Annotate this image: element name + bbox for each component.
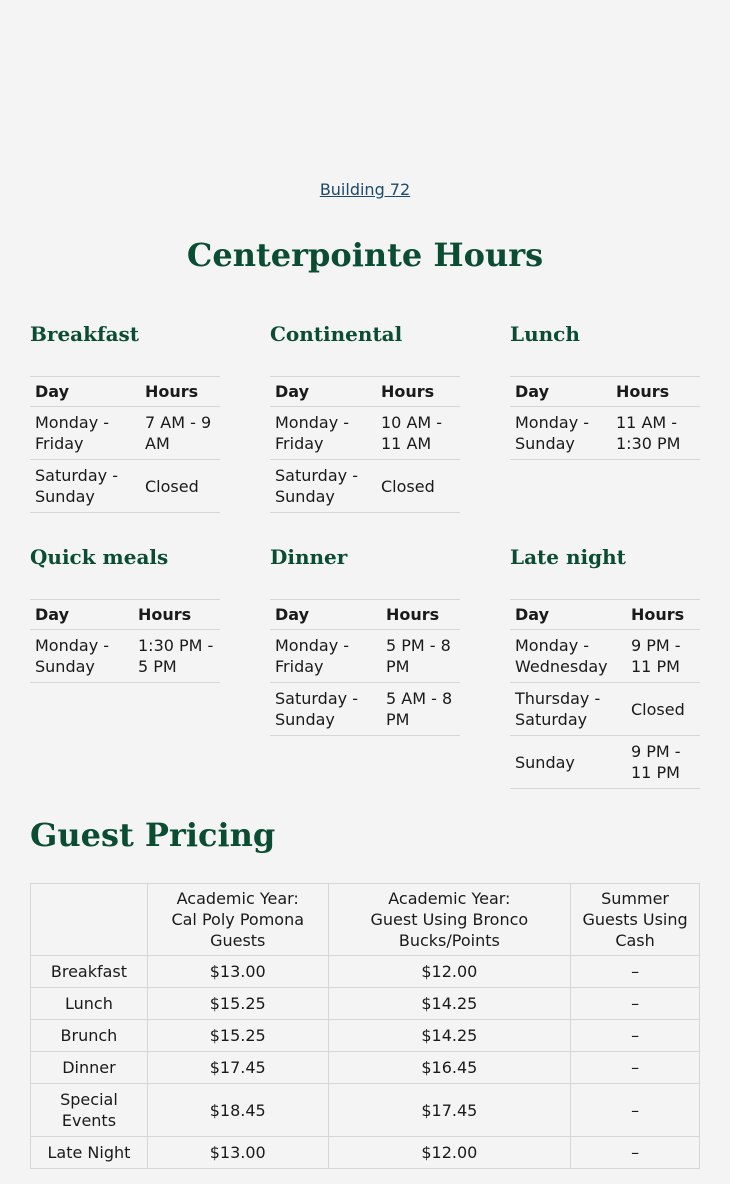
quick-meals-hours bbox=[30, 545, 220, 683]
section-title: Breakfast bbox=[30, 322, 140, 346]
hours-cell: Closed bbox=[140, 460, 220, 513]
section-title: Continental bbox=[270, 322, 403, 346]
table-row bbox=[270, 460, 460, 513]
table-row bbox=[30, 407, 220, 460]
dinner-hours bbox=[270, 545, 460, 736]
hours-cell: 10 AM - 11 AM bbox=[376, 407, 460, 460]
table-row bbox=[270, 630, 460, 683]
col-day: Day bbox=[270, 377, 376, 407]
header-empty bbox=[31, 884, 148, 956]
meal-cell: Lunch bbox=[31, 988, 148, 1020]
col-hours: Hours bbox=[133, 600, 220, 630]
price-cell: $14.25 bbox=[328, 988, 571, 1020]
table-row bbox=[510, 683, 700, 736]
meal-cell: Special Events bbox=[31, 1084, 148, 1137]
table-row bbox=[31, 988, 700, 1020]
building-link[interactable]: Building 72 bbox=[319, 180, 411, 199]
price-cell: $18.45 bbox=[147, 1084, 328, 1137]
hours-cell: 1:30 PM - 5 PM bbox=[133, 630, 220, 683]
hours-cell: 7 AM - 9 AM bbox=[140, 407, 220, 460]
col-hours: Hours bbox=[381, 600, 460, 630]
col-hours: Hours bbox=[140, 377, 220, 407]
hours-cell: Closed bbox=[376, 460, 460, 513]
col-day: Day bbox=[30, 600, 133, 630]
price-cell: – bbox=[571, 1084, 700, 1137]
table-row bbox=[31, 1084, 700, 1137]
col-day: Day bbox=[510, 377, 611, 407]
section-title: Quick meals bbox=[30, 545, 169, 569]
day-cell: Saturday - Sunday bbox=[270, 460, 376, 513]
table-row bbox=[31, 1020, 700, 1052]
day-cell: Saturday - Sunday bbox=[270, 683, 381, 736]
table-row bbox=[510, 630, 700, 683]
hours-cell: 9 PM - 11 PM bbox=[626, 736, 700, 789]
price-cell: $15.25 bbox=[147, 1020, 328, 1052]
guest-pricing-title: Guest Pricing bbox=[30, 816, 276, 854]
day-cell: Monday - Wednesday bbox=[510, 630, 626, 683]
price-cell: $13.00 bbox=[147, 956, 328, 988]
col-day: Day bbox=[510, 600, 626, 630]
price-cell: $12.00 bbox=[328, 956, 571, 988]
hours-cell: 5 PM - 8 PM bbox=[381, 630, 460, 683]
table-row bbox=[31, 1137, 700, 1169]
price-cell: – bbox=[571, 1137, 700, 1169]
price-cell: $17.45 bbox=[147, 1052, 328, 1084]
page-title: Centerpointe Hours bbox=[186, 236, 544, 274]
header-summer-cash: Summer Guests Using Cash bbox=[571, 884, 700, 956]
section-title: Lunch bbox=[510, 322, 580, 346]
price-cell: – bbox=[571, 1020, 700, 1052]
table-row bbox=[31, 1052, 700, 1084]
day-cell: Monday - Sunday bbox=[30, 630, 133, 683]
price-cell: $14.25 bbox=[328, 1020, 571, 1052]
price-cell: – bbox=[571, 1052, 700, 1084]
col-day: Day bbox=[30, 377, 140, 407]
meal-cell: Late Night bbox=[31, 1137, 148, 1169]
late-night-hours bbox=[510, 545, 700, 789]
price-cell: $15.25 bbox=[147, 988, 328, 1020]
price-cell: – bbox=[571, 956, 700, 988]
col-day: Day bbox=[270, 600, 381, 630]
price-cell: $17.45 bbox=[328, 1084, 571, 1137]
breakfast-hours bbox=[30, 322, 220, 513]
hours-cell: 9 PM - 11 PM bbox=[626, 630, 700, 683]
day-cell: Monday - Friday bbox=[270, 630, 381, 683]
meal-cell: Breakfast bbox=[31, 956, 148, 988]
table-row bbox=[270, 407, 460, 460]
day-cell: Thursday - Saturday bbox=[510, 683, 626, 736]
table-row bbox=[510, 407, 700, 460]
table-row bbox=[510, 736, 700, 789]
hours-cell: 5 AM - 8 PM bbox=[381, 683, 460, 736]
price-cell: – bbox=[571, 988, 700, 1020]
price-cell: $16.45 bbox=[328, 1052, 571, 1084]
section-title: Late night bbox=[510, 545, 626, 569]
table-row bbox=[30, 460, 220, 513]
day-cell: Sunday bbox=[510, 736, 626, 789]
guest-pricing-table bbox=[30, 883, 700, 1169]
hours-cell: 11 AM - 1:30 PM bbox=[611, 407, 700, 460]
day-cell: Monday - Sunday bbox=[510, 407, 611, 460]
day-cell: Saturday - Sunday bbox=[30, 460, 140, 513]
day-cell: Monday - Friday bbox=[30, 407, 140, 460]
lunch-hours bbox=[510, 322, 700, 460]
header-bronco-bucks: Academic Year: Guest Using Bronco Bucks/Points bbox=[328, 884, 571, 956]
table-row bbox=[31, 956, 700, 988]
price-cell: $13.00 bbox=[147, 1137, 328, 1169]
table-row bbox=[270, 683, 460, 736]
col-hours: Hours bbox=[626, 600, 700, 630]
col-hours: Hours bbox=[376, 377, 460, 407]
day-cell: Monday - Friday bbox=[270, 407, 376, 460]
table-row bbox=[30, 630, 220, 683]
meal-cell: Dinner bbox=[31, 1052, 148, 1084]
header-cpp-guests: Academic Year: Cal Poly Pomona Guests bbox=[147, 884, 328, 956]
price-cell: $12.00 bbox=[328, 1137, 571, 1169]
section-title: Dinner bbox=[270, 545, 348, 569]
meal-cell: Brunch bbox=[31, 1020, 148, 1052]
hours-cell: Closed bbox=[626, 683, 700, 736]
continental-hours bbox=[270, 322, 460, 513]
col-hours: Hours bbox=[611, 377, 700, 407]
